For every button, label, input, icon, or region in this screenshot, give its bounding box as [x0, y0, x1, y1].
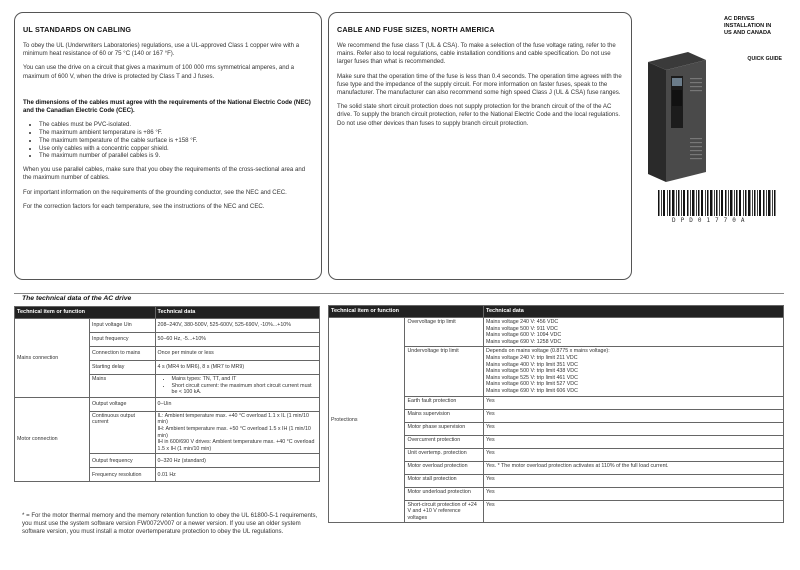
fuse-paragraph-2: Make sure that the operation time of the fuse is less than 0.4 seconds. The operation time agrees with the fuse type and the impedance of the supply circuit. For more information on faster fuses, speak to the manufacturer. The manufacturer can also recommend some high speed Class J (UL & CSA) fuse ranges. — [337, 72, 622, 97]
tech-data-table — [14, 306, 320, 482]
table-cell: Yes — [484, 422, 784, 435]
tech-data-title: The technical data of the AC drive — [22, 295, 132, 302]
table-cell: Yes — [484, 448, 784, 461]
table-cell: Mains supervision — [405, 409, 484, 422]
fuse-sizes-panel — [328, 12, 632, 280]
table-cell: Yes — [484, 435, 784, 448]
list-item: • The maximum temperature of the cable surface is +158 °F. — [39, 137, 313, 145]
list-item: • Short circuit current: the maximum short circuit current must be < 100 kA. — [172, 383, 317, 396]
table-cell: Output frequency — [90, 454, 156, 468]
ul-paragraph-3: The dimensions of the cables must agree with the requirements of the National Electric Code (NEC) and the Canadian Electric Code (CEC). — [23, 98, 311, 115]
table-row — [15, 397, 320, 411]
ac-drive-image — [640, 48, 710, 184]
table-cell: Output voltage — [90, 397, 156, 411]
table-cell: Motor overload protection — [405, 461, 484, 474]
table-cell: Undervoltage trip limit — [405, 347, 484, 396]
table-cell: Mains — [90, 375, 156, 398]
ul-paragraph-5: For important information on the requirements of the grounding conductor, see the NEC and CEC. — [23, 188, 287, 196]
table-row — [329, 318, 784, 347]
table-cell: 0.01 Hz — [155, 468, 319, 482]
row-group-label: Mains connection — [15, 319, 90, 398]
table-row — [15, 319, 320, 333]
table-cell: 0–Uin — [155, 397, 319, 411]
table-cell: 0–320 Hz (standard) — [155, 454, 319, 468]
table-header-row — [329, 306, 784, 318]
ul-standards-panel — [14, 12, 322, 280]
ul-paragraph-2: You can use the drive on a circuit that gives a maximum of 100 000 rms symmetrical amperes, and a maximum of 600 V, when the drive is protected by Class T and J fuses. — [23, 64, 295, 80]
table-cell: Motor stall protection — [405, 474, 484, 487]
cover-header-line: AC DRIVES — [724, 16, 755, 22]
table-cell: Earth fault protection — [405, 396, 484, 409]
protections-table — [328, 305, 784, 523]
cover-header-line: US AND CANADA — [724, 29, 772, 36]
fuse-paragraph-1: We recommend the fuse class T (UL & CSA). To make a selection of the fuse voltage rating, refer to the mains. Refer also to local regulations, cable installation conditions and cable specification. Do not use larger fuses than what is recommended. — [337, 42, 616, 66]
list-item: • Mains types: TN, TT, and IT — [172, 376, 317, 383]
table-cell: Input voltage Uin — [90, 319, 156, 333]
table-cell: Depends on mains voltage (0.8775 x mains voltage): Mains voltage 240 V: trip limit 211 VDC Mains voltage 400 V: trip limit 351 VDC Mains voltage 500 V: trip limit 438 VDC Mains voltage 525 V: trip limit 461 VDC Mains voltage 600 V: trip limit 527 VDC Mains voltage 690 V: trip limit 606 VDC — [484, 347, 784, 396]
list-item: • Use only cables with a concentric copper shield. — [39, 145, 313, 153]
table-cell: Starting delay — [90, 361, 156, 375]
ul-paragraph-1: To obey the UL (Underwriters Laboratories) regulations, use a UL-approved Class 1 copper wire with a minimum heat resistance of 60 or 75 °C (140 or 167 °F). — [23, 42, 300, 58]
footnote: * = For the motor thermal memory and the memory retention function to obey the UL 61800-5-1 requirements, you must use the system software version FW0072V007 or a newer version. If you use an older system software version, you must install a motor overtemperature protection to obey the UL regulations. — [22, 512, 318, 536]
list-item: • The maximum number of parallel cables is 9. — [39, 152, 313, 160]
table-cell: Yes. * The motor overload protection activates at 110% of the full load current. — [484, 461, 784, 474]
ul-requirements-list — [23, 121, 313, 160]
table-cell: Frequency resolution — [90, 468, 156, 482]
table-cell: Connection to mains — [90, 347, 156, 361]
section-divider — [14, 293, 784, 294]
ul-paragraph-4: When you use parallel cables, make sure that you obey the requirements of the cross-sectional area and the maximum number of cables. — [23, 166, 306, 182]
list-item: • The maximum ambient temperature is +86 °F. — [39, 129, 313, 137]
cover-header-line: INSTALLATION IN — [724, 22, 772, 29]
table-cell: Motor phase supervision — [405, 422, 484, 435]
ul-standards-title: UL STANDARDS ON CABLING — [23, 25, 132, 34]
barcode-image — [658, 190, 776, 216]
table-cell: Yes — [484, 487, 784, 500]
row-group-label: Motor connection — [15, 397, 90, 482]
table-cell: Short-circuit protection of +24 V and +10 V reference voltages — [405, 500, 484, 523]
table-cell: Mains voltage 240 V: 456 VDC Mains voltage 500 V: 911 VDC Mains voltage 600 V: 1094 VDC Mains voltage 690 V: 1258 VDC — [484, 318, 784, 347]
ul-paragraph-6: For the correction factors for each temperature, see the instructions of the NEC and CEC. — [23, 202, 265, 210]
table-cell: Continuous output current — [90, 411, 156, 454]
list-item: • The cables must be PVC-isolated. — [39, 121, 313, 129]
table-cell: Yes — [484, 474, 784, 487]
table-cell: 4 s (MR4 to MR6), 8 s (MR7 to MR9) — [155, 361, 319, 375]
cover-header — [724, 16, 794, 36]
table-cell: Yes — [484, 500, 784, 523]
table-cell: Overcurrent protection — [405, 435, 484, 448]
mains-list — [158, 376, 317, 396]
fuse-sizes-title: CABLE AND FUSE SIZES, NORTH AMERICA — [337, 25, 495, 34]
table-header: Technical item or function — [15, 307, 156, 319]
barcode-number: DPD01770A — [672, 217, 750, 224]
table-header: Technical item or function — [329, 306, 484, 318]
table-cell: Yes — [484, 396, 784, 409]
table-cell: Once per minute or less — [155, 347, 319, 361]
table-cell: 50–60 Hz, -5...+10% — [155, 333, 319, 347]
table-cell: Motor underload protection — [405, 487, 484, 500]
table-cell: 208–240V, 380-500V, 525-600V, 525-690V, -10%...+10% — [155, 319, 319, 333]
table-cell: IL: Ambient temperature max. +40 °C overload 1.1 x IL (1 min/10 min) IH: Ambient temperature max. +50 °C overload 1.5 x IH (1 min/10 min) IH in 600/690 V drives: Ambient temperature max. +40 °C overload 1.5 x IH (1 min/10 min) — [155, 411, 319, 454]
table-cell: Input frequency — [90, 333, 156, 347]
table-cell: Unit overtemp. protection — [405, 448, 484, 461]
table-cell — [155, 375, 319, 398]
quick-guide-label: QUICK GUIDE — [747, 56, 782, 62]
fuse-paragraph-3: The solid state short circuit protection does not supply protection for the branch circuit of the of the AC drive. To supply the branch circuit protection, refer to the National Electric Code and the local regulations. Do not use other devices than fuses to supply branch circuit protection. — [337, 103, 621, 127]
table-header: Technical data — [155, 307, 319, 319]
table-header-row — [15, 307, 320, 319]
table-header: Technical data — [484, 306, 784, 318]
table-cell: Yes — [484, 409, 784, 422]
row-group-label: Protections — [329, 318, 405, 523]
table-cell: Overvoltage trip limit — [405, 318, 484, 347]
